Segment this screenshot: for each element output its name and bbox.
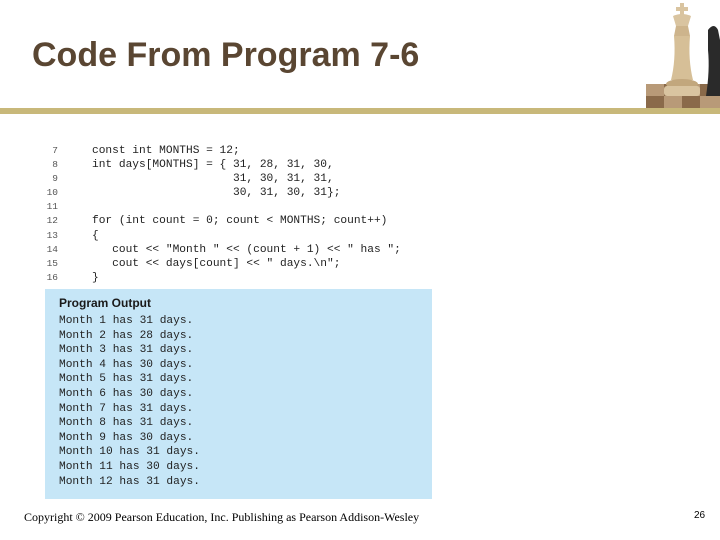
code-text: cout << "Month " << (count + 1) << " has "; [92,243,401,256]
code-text: } [92,271,99,284]
output-line: Month 12 has 31 days. [59,475,200,488]
output-line: Month 2 has 28 days. [59,329,194,342]
output-line: Month 4 has 30 days. [59,358,194,371]
output-line: Month 6 has 30 days. [59,387,194,400]
slide-title: Code From Program 7-6 [32,36,420,74]
code-line [40,271,420,285]
code-text: cout << days[count] << " days.\n"; [92,257,341,270]
output-lines [59,314,200,489]
line-number: 8 [52,159,58,171]
code-text: const int MONTHS = 12; [92,145,240,157]
title-divider [0,108,720,114]
code-line [40,257,420,271]
output-line: Month 10 has 31 days. [59,446,200,459]
output-line: Month 5 has 31 days. [59,373,194,386]
output-heading: Program Output [59,296,151,310]
line-number: 10 [46,187,58,199]
code-line [40,186,420,200]
code-line [40,144,420,158]
program-output-panel [45,289,432,499]
line-number: 7 [52,145,58,156]
copyright-footer: Copyright © 2009 Pearson Education, Inc. Publishing as Pearson Addison-Wesley [24,510,420,524]
line-number: 15 [46,257,58,269]
page-number: 26 [694,510,706,521]
code-listing [40,144,420,285]
output-line: Month 8 has 31 days. [59,417,194,430]
line-number: 13 [46,229,58,241]
line-number: 14 [46,243,58,255]
code-text: 31, 30, 31, 31, [92,173,334,186]
output-line: Month 9 has 30 days. [59,431,194,444]
code-line [40,172,420,186]
code-text: { [92,229,99,242]
code-text: for (int count = 0; count < MONTHS; count++) [92,215,388,228]
code-line [40,158,420,172]
line-number: 16 [46,271,58,283]
code-line [40,214,420,228]
code-line [40,243,420,257]
output-line: Month 7 has 31 days. [59,402,194,415]
line-number: 12 [46,215,58,227]
line-number: 9 [52,173,58,185]
line-number: 11 [46,201,58,213]
output-line: Month 11 has 30 days. [59,460,200,473]
chess-king-icon [646,0,720,108]
output-line: Month 3 has 31 days. [59,344,194,357]
code-text: int days[MONTHS] = { 31, 28, 31, 30, [92,159,334,172]
code-line [40,229,420,243]
code-line [40,200,420,214]
code-text: 30, 31, 30, 31}; [92,187,341,200]
output-line: Month 1 has 31 days. [59,315,194,327]
